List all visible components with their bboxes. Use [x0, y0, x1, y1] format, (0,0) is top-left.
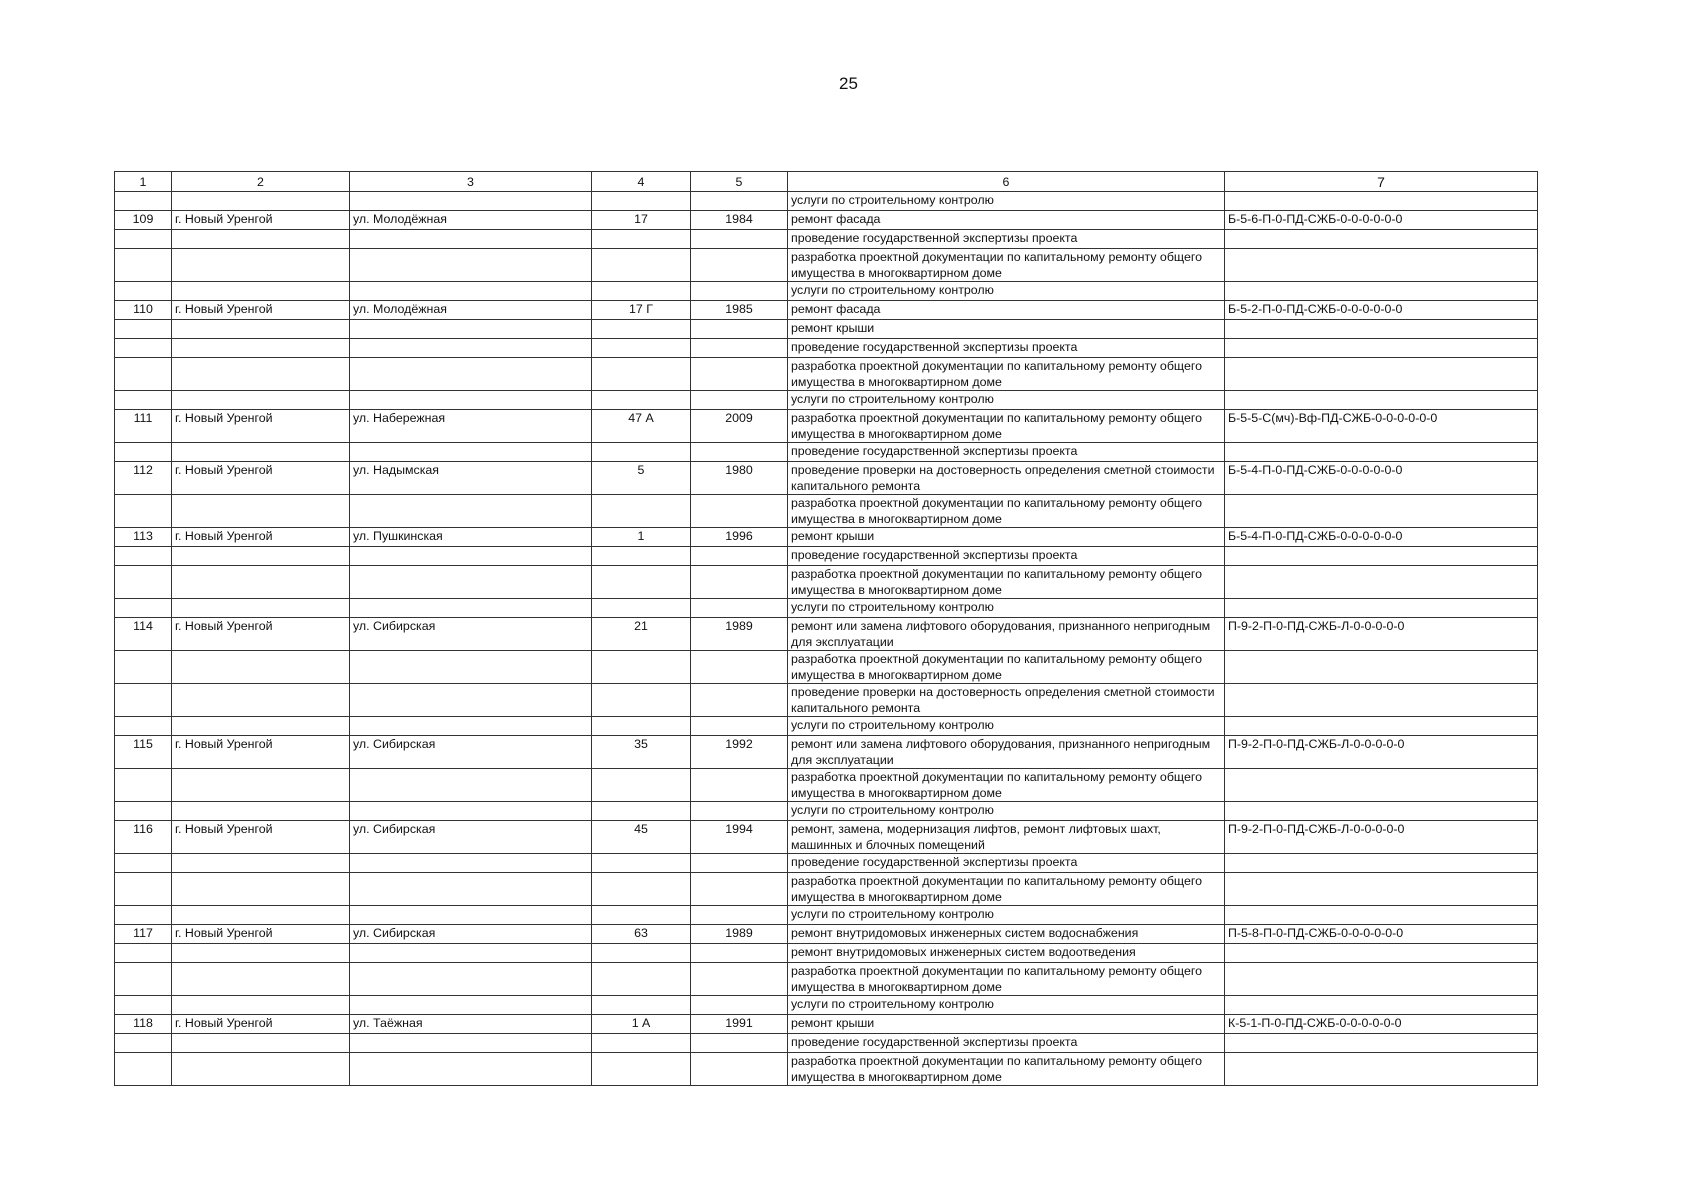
row-number-cell — [115, 769, 172, 802]
table-row — [115, 230, 1538, 249]
row-number-cell: 109 — [115, 211, 172, 230]
column-header-7: 7 — [1225, 172, 1538, 192]
city-cell — [172, 192, 350, 211]
row-number-cell: 112 — [115, 462, 172, 495]
street-cell — [350, 495, 592, 528]
code-cell — [1225, 1034, 1538, 1053]
house-number-cell — [592, 358, 691, 391]
row-number-cell: 114 — [115, 618, 172, 651]
city-cell — [172, 963, 350, 996]
street-cell: ул. Сибирская — [350, 925, 592, 944]
house-number-cell — [592, 599, 691, 618]
city-cell — [172, 651, 350, 684]
city-cell — [172, 282, 350, 301]
city-cell — [172, 1034, 350, 1053]
work-type-cell: ремонт или замена лифтового оборудования, признанного непригодным для эксплуатации — [788, 736, 1225, 769]
street-cell: ул. Молодёжная — [350, 301, 592, 320]
city-cell — [172, 717, 350, 736]
house-number-cell — [592, 1034, 691, 1053]
house-number-cell — [592, 192, 691, 211]
street-cell — [350, 599, 592, 618]
city-cell: г. Новый Уренгой — [172, 618, 350, 651]
work-type-cell: разработка проектной документации по капитальному ремонту общего имущества в многоквартирном доме — [788, 249, 1225, 282]
year-cell: 2009 — [691, 410, 788, 443]
year-cell — [691, 599, 788, 618]
row-number-cell — [115, 944, 172, 963]
year-cell — [691, 495, 788, 528]
street-cell: ул. Пушкинская — [350, 528, 592, 547]
work-type-cell: услуги по строительному контролю — [788, 391, 1225, 410]
table-row — [115, 717, 1538, 736]
street-cell — [350, 684, 592, 717]
column-header-3: 3 — [350, 172, 592, 192]
year-cell: 1984 — [691, 211, 788, 230]
table-row — [115, 462, 1538, 495]
city-cell: г. Новый Уренгой — [172, 1015, 350, 1034]
street-cell: ул. Сибирская — [350, 736, 592, 769]
row-number-cell — [115, 282, 172, 301]
table-row — [115, 1053, 1538, 1086]
house-number-cell — [592, 566, 691, 599]
house-number-cell — [592, 802, 691, 821]
table-row — [115, 821, 1538, 854]
street-cell — [350, 1053, 592, 1086]
street-cell: ул. Надымская — [350, 462, 592, 495]
table-row — [115, 906, 1538, 925]
column-header-2: 2 — [172, 172, 350, 192]
work-type-cell: услуги по строительному контролю — [788, 802, 1225, 821]
table-row — [115, 547, 1538, 566]
street-cell — [350, 651, 592, 684]
city-cell: г. Новый Уренгой — [172, 925, 350, 944]
work-type-cell: услуги по строительному контролю — [788, 599, 1225, 618]
code-cell — [1225, 944, 1538, 963]
table-row — [115, 802, 1538, 821]
street-cell — [350, 339, 592, 358]
work-type-cell: разработка проектной документации по капитальному ремонту общего имущества в многоквартирном доме — [788, 963, 1225, 996]
code-cell: Б-5-5-С(мч)-Вф-ПД-СЖБ-0-0-0-0-0-0 — [1225, 410, 1538, 443]
house-number-cell — [592, 320, 691, 339]
work-type-cell: проведение государственной экспертизы проекта — [788, 1034, 1225, 1053]
house-number-cell: 47 А — [592, 410, 691, 443]
table-row — [115, 769, 1538, 802]
city-cell — [172, 599, 350, 618]
house-number-cell — [592, 684, 691, 717]
house-number-cell — [592, 854, 691, 873]
code-cell — [1225, 192, 1538, 211]
table-row — [115, 320, 1538, 339]
street-cell — [350, 547, 592, 566]
code-cell — [1225, 230, 1538, 249]
row-number-cell — [115, 963, 172, 996]
street-cell — [350, 1034, 592, 1053]
work-type-cell: ремонт, замена, модернизация лифтов, ремонт лифтовых шахт, машинных и блочных помещений — [788, 821, 1225, 854]
work-type-cell: услуги по строительному контролю — [788, 192, 1225, 211]
work-type-cell: ремонт фасада — [788, 211, 1225, 230]
city-cell: г. Новый Уренгой — [172, 211, 350, 230]
table-row — [115, 211, 1538, 230]
street-cell — [350, 249, 592, 282]
street-cell — [350, 192, 592, 211]
year-cell — [691, 1053, 788, 1086]
code-cell: П-9-2-П-0-ПД-СЖБ-Л-0-0-0-0-0 — [1225, 736, 1538, 769]
code-cell — [1225, 391, 1538, 410]
work-type-cell: разработка проектной документации по капитальному ремонту общего имущества в многоквартирном доме — [788, 358, 1225, 391]
street-cell — [350, 358, 592, 391]
street-cell — [350, 391, 592, 410]
row-number-cell — [115, 249, 172, 282]
year-cell — [691, 358, 788, 391]
table-row — [115, 301, 1538, 320]
house-number-cell: 35 — [592, 736, 691, 769]
row-number-cell — [115, 339, 172, 358]
table-row — [115, 618, 1538, 651]
street-cell — [350, 320, 592, 339]
column-header-6: 6 — [788, 172, 1225, 192]
street-cell — [350, 854, 592, 873]
row-number-cell — [115, 873, 172, 906]
house-number-cell — [592, 282, 691, 301]
work-type-cell: разработка проектной документации по капитальному ремонту общего имущества в многоквартирном доме — [788, 769, 1225, 802]
row-number-cell — [115, 1034, 172, 1053]
code-cell — [1225, 358, 1538, 391]
table-row — [115, 192, 1538, 211]
work-type-cell: проведение проверки на достоверность определения сметной стоимости капитального ремонта — [788, 462, 1225, 495]
house-number-cell — [592, 547, 691, 566]
city-cell: г. Новый Уренгой — [172, 821, 350, 854]
work-type-cell: услуги по строительному контролю — [788, 717, 1225, 736]
year-cell — [691, 944, 788, 963]
code-cell — [1225, 769, 1538, 802]
table-row — [115, 528, 1538, 547]
work-type-cell: разработка проектной документации по капитальному ремонту общего имущества в многоквартирном доме — [788, 410, 1225, 443]
code-cell — [1225, 249, 1538, 282]
table-row — [115, 736, 1538, 769]
column-header-1: 1 — [115, 172, 172, 192]
year-cell — [691, 906, 788, 925]
street-cell — [350, 769, 592, 802]
work-type-cell: проведение государственной экспертизы проекта — [788, 339, 1225, 358]
code-cell: Б-5-2-П-0-ПД-СЖБ-0-0-0-0-0-0 — [1225, 301, 1538, 320]
city-cell — [172, 1053, 350, 1086]
house-number-cell — [592, 339, 691, 358]
row-number-cell — [115, 192, 172, 211]
table-row — [115, 1034, 1538, 1053]
house-number-cell — [592, 391, 691, 410]
code-cell — [1225, 717, 1538, 736]
street-cell — [350, 717, 592, 736]
code-cell — [1225, 906, 1538, 925]
code-cell — [1225, 854, 1538, 873]
city-cell: г. Новый Уренгой — [172, 736, 350, 769]
year-cell — [691, 391, 788, 410]
street-cell: ул. Сибирская — [350, 618, 592, 651]
work-type-cell: ремонт внутридомовых инженерных систем водоснабжения — [788, 925, 1225, 944]
year-cell — [691, 282, 788, 301]
house-number-cell: 5 — [592, 462, 691, 495]
code-cell — [1225, 873, 1538, 906]
table-row — [115, 566, 1538, 599]
row-number-cell: 110 — [115, 301, 172, 320]
year-cell — [691, 717, 788, 736]
code-cell — [1225, 443, 1538, 462]
table-row — [115, 944, 1538, 963]
table-row — [115, 495, 1538, 528]
house-number-cell: 1 А — [592, 1015, 691, 1034]
year-cell — [691, 963, 788, 996]
row-number-cell: 118 — [115, 1015, 172, 1034]
house-number-cell: 17 — [592, 211, 691, 230]
house-number-cell: 45 — [592, 821, 691, 854]
table-row — [115, 854, 1538, 873]
code-cell — [1225, 684, 1538, 717]
code-cell: П-9-2-П-0-ПД-СЖБ-Л-0-0-0-0-0 — [1225, 618, 1538, 651]
table-row — [115, 358, 1538, 391]
year-cell — [691, 802, 788, 821]
house-number-cell — [592, 717, 691, 736]
city-cell — [172, 769, 350, 802]
row-number-cell — [115, 443, 172, 462]
year-cell — [691, 651, 788, 684]
house-number-cell — [592, 769, 691, 802]
table-row — [115, 963, 1538, 996]
table-row — [115, 249, 1538, 282]
year-cell: 1985 — [691, 301, 788, 320]
row-number-cell — [115, 495, 172, 528]
code-cell — [1225, 996, 1538, 1015]
house-number-cell — [592, 906, 691, 925]
row-number-cell — [115, 684, 172, 717]
city-cell — [172, 339, 350, 358]
row-number-cell — [115, 1053, 172, 1086]
row-number-cell: 116 — [115, 821, 172, 854]
year-cell — [691, 339, 788, 358]
work-type-cell: услуги по строительному контролю — [788, 282, 1225, 301]
row-number-cell — [115, 906, 172, 925]
code-cell: Б-5-4-П-0-ПД-СЖБ-0-0-0-0-0-0 — [1225, 462, 1538, 495]
row-number-cell — [115, 717, 172, 736]
house-number-cell — [592, 495, 691, 528]
code-cell — [1225, 1053, 1538, 1086]
street-cell — [350, 944, 592, 963]
street-cell: ул. Сибирская — [350, 821, 592, 854]
code-cell — [1225, 963, 1538, 996]
table-row — [115, 873, 1538, 906]
city-cell — [172, 230, 350, 249]
year-cell — [691, 320, 788, 339]
house-number-cell — [592, 249, 691, 282]
year-cell — [691, 684, 788, 717]
code-cell — [1225, 339, 1538, 358]
house-number-cell: 21 — [592, 618, 691, 651]
work-type-cell: разработка проектной документации по капитальному ремонту общего имущества в многоквартирном доме — [788, 873, 1225, 906]
page-number: 25 — [839, 74, 858, 93]
street-cell — [350, 963, 592, 996]
works-schedule-table — [114, 171, 1538, 1086]
work-type-cell: разработка проектной документации по капитальному ремонту общего имущества в многоквартирном доме — [788, 495, 1225, 528]
house-number-cell: 17 Г — [592, 301, 691, 320]
work-type-cell: проведение проверки на достоверность определения сметной стоимости капитального ремонта — [788, 684, 1225, 717]
header-row — [115, 172, 1538, 192]
code-cell: К-5-1-П-0-ПД-СЖБ-0-0-0-0-0-0 — [1225, 1015, 1538, 1034]
city-cell — [172, 944, 350, 963]
year-cell: 1991 — [691, 1015, 788, 1034]
year-cell — [691, 249, 788, 282]
code-cell — [1225, 566, 1538, 599]
row-number-cell — [115, 391, 172, 410]
street-cell — [350, 566, 592, 599]
year-cell — [691, 996, 788, 1015]
house-number-cell — [592, 873, 691, 906]
house-number-cell — [592, 651, 691, 684]
city-cell: г. Новый Уренгой — [172, 462, 350, 495]
street-cell: ул. Набережная — [350, 410, 592, 443]
street-cell: ул. Таёжная — [350, 1015, 592, 1034]
city-cell — [172, 249, 350, 282]
house-number-cell: 1 — [592, 528, 691, 547]
work-type-cell: ремонт крыши — [788, 320, 1225, 339]
year-cell — [691, 192, 788, 211]
row-number-cell — [115, 547, 172, 566]
table-row — [115, 925, 1538, 944]
work-type-cell: ремонт крыши — [788, 528, 1225, 547]
table-row — [115, 282, 1538, 301]
table-row — [115, 684, 1538, 717]
work-type-cell: проведение государственной экспертизы проекта — [788, 854, 1225, 873]
year-cell — [691, 547, 788, 566]
work-type-cell: ремонт или замена лифтового оборудования, признанного непригодным для эксплуатации — [788, 618, 1225, 651]
row-number-cell — [115, 230, 172, 249]
city-cell — [172, 873, 350, 906]
work-type-cell: ремонт крыши — [788, 1015, 1225, 1034]
street-cell — [350, 802, 592, 821]
city-cell — [172, 391, 350, 410]
city-cell — [172, 684, 350, 717]
street-cell: ул. Молодёжная — [350, 211, 592, 230]
row-number-cell — [115, 566, 172, 599]
city-cell — [172, 996, 350, 1015]
work-type-cell: проведение государственной экспертизы проекта — [788, 547, 1225, 566]
work-type-cell: разработка проектной документации по капитальному ремонту общего имущества в многоквартирном доме — [788, 651, 1225, 684]
work-type-cell: услуги по строительному контролю — [788, 996, 1225, 1015]
house-number-cell — [592, 996, 691, 1015]
year-cell: 1996 — [691, 528, 788, 547]
table-row — [115, 651, 1538, 684]
code-cell — [1225, 495, 1538, 528]
code-cell — [1225, 320, 1538, 339]
row-number-cell: 117 — [115, 925, 172, 944]
city-cell — [172, 854, 350, 873]
city-cell: г. Новый Уренгой — [172, 410, 350, 443]
street-cell — [350, 230, 592, 249]
year-cell: 1980 — [691, 462, 788, 495]
city-cell — [172, 906, 350, 925]
code-cell: П-5-8-П-0-ПД-СЖБ-0-0-0-0-0-0 — [1225, 925, 1538, 944]
year-cell: 1992 — [691, 736, 788, 769]
house-number-cell — [592, 944, 691, 963]
year-cell: 1994 — [691, 821, 788, 854]
year-cell — [691, 230, 788, 249]
city-cell: г. Новый Уренгой — [172, 528, 350, 547]
code-cell: П-9-2-П-0-ПД-СЖБ-Л-0-0-0-0-0 — [1225, 821, 1538, 854]
table-row — [115, 1015, 1538, 1034]
street-cell — [350, 443, 592, 462]
work-type-cell: услуги по строительному контролю — [788, 906, 1225, 925]
house-number-cell: 63 — [592, 925, 691, 944]
code-cell — [1225, 599, 1538, 618]
year-cell — [691, 769, 788, 802]
street-cell — [350, 282, 592, 301]
work-type-cell: разработка проектной документации по капитальному ремонту общего имущества в многоквартирном доме — [788, 566, 1225, 599]
year-cell — [691, 566, 788, 599]
city-cell — [172, 802, 350, 821]
code-cell — [1225, 547, 1538, 566]
row-number-cell: 115 — [115, 736, 172, 769]
street-cell — [350, 906, 592, 925]
row-number-cell — [115, 854, 172, 873]
city-cell — [172, 358, 350, 391]
year-cell — [691, 1034, 788, 1053]
work-type-cell: проведение государственной экспертизы проекта — [788, 443, 1225, 462]
code-cell: Б-5-4-П-0-ПД-СЖБ-0-0-0-0-0-0 — [1225, 528, 1538, 547]
year-cell — [691, 443, 788, 462]
table-row — [115, 410, 1538, 443]
row-number-cell — [115, 320, 172, 339]
year-cell: 1989 — [691, 618, 788, 651]
table-row — [115, 996, 1538, 1015]
year-cell: 1989 — [691, 925, 788, 944]
table-row — [115, 391, 1538, 410]
table-row — [115, 339, 1538, 358]
city-cell — [172, 320, 350, 339]
code-cell — [1225, 651, 1538, 684]
city-cell — [172, 547, 350, 566]
work-type-cell: проведение государственной экспертизы проекта — [788, 230, 1225, 249]
column-header-4: 4 — [592, 172, 691, 192]
year-cell — [691, 873, 788, 906]
row-number-cell — [115, 996, 172, 1015]
column-header-5: 5 — [691, 172, 788, 192]
code-cell: Б-5-6-П-0-ПД-СЖБ-0-0-0-0-0-0 — [1225, 211, 1538, 230]
street-cell — [350, 996, 592, 1015]
code-cell — [1225, 282, 1538, 301]
row-number-cell: 111 — [115, 410, 172, 443]
table-row — [115, 599, 1538, 618]
house-number-cell — [592, 230, 691, 249]
house-number-cell — [592, 963, 691, 996]
table-body — [115, 192, 1538, 1086]
city-cell — [172, 443, 350, 462]
table-row — [115, 443, 1538, 462]
row-number-cell — [115, 599, 172, 618]
row-number-cell — [115, 358, 172, 391]
house-number-cell — [592, 1053, 691, 1086]
street-cell — [350, 873, 592, 906]
work-type-cell: ремонт внутридомовых инженерных систем водоотведения — [788, 944, 1225, 963]
house-number-cell — [592, 443, 691, 462]
row-number-cell — [115, 802, 172, 821]
year-cell — [691, 854, 788, 873]
row-number-cell — [115, 651, 172, 684]
row-number-cell: 113 — [115, 528, 172, 547]
city-cell — [172, 495, 350, 528]
city-cell: г. Новый Уренгой — [172, 301, 350, 320]
city-cell — [172, 566, 350, 599]
code-cell — [1225, 802, 1538, 821]
work-type-cell: ремонт фасада — [788, 301, 1225, 320]
work-type-cell: разработка проектной документации по капитальному ремонту общего имущества в многоквартирном доме — [788, 1053, 1225, 1086]
